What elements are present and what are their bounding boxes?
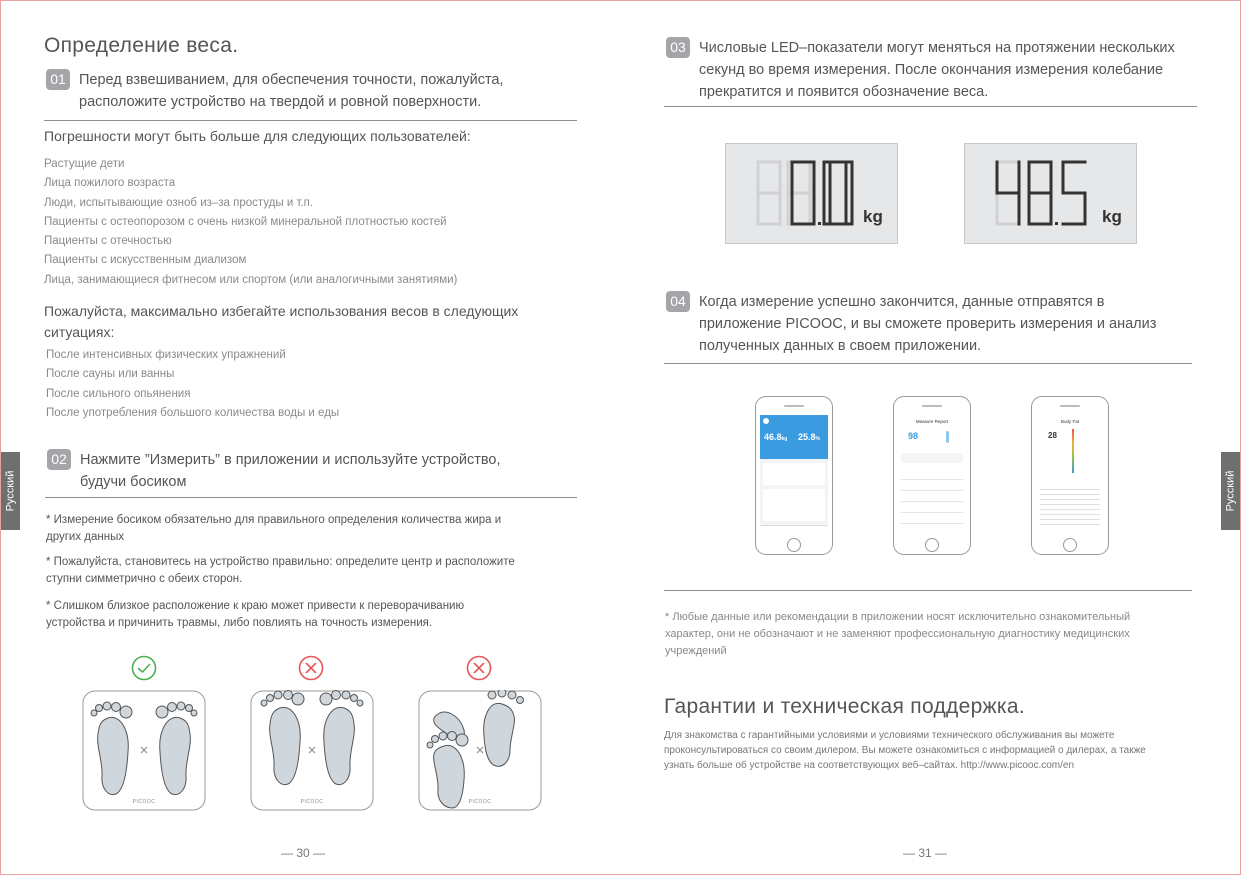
weight-unit: kg bbox=[781, 436, 788, 442]
note-positioning bbox=[46, 554, 515, 588]
avoid-list bbox=[46, 346, 339, 423]
app-disclaimer bbox=[665, 609, 1130, 660]
note-edge-warning bbox=[46, 598, 464, 632]
phone-measure-report bbox=[893, 396, 971, 555]
left-page-title: Определение веса. bbox=[44, 34, 239, 57]
step-03-line-3: прекратится и появится обозначение веса. bbox=[699, 84, 989, 100]
scale-wrong-illustration-forward bbox=[250, 690, 374, 811]
error-circle-icon bbox=[298, 655, 324, 681]
disclaimer-line: учреждений bbox=[665, 645, 727, 657]
chart-card bbox=[763, 463, 825, 485]
error-circle-icon bbox=[466, 655, 492, 681]
step-02-badge: 02 bbox=[47, 449, 71, 470]
divider bbox=[664, 106, 1197, 107]
description-text-block bbox=[1040, 485, 1100, 525]
list-item: Лица пожилого возраста bbox=[44, 177, 176, 190]
report-title: Measure Report bbox=[915, 419, 949, 424]
divider bbox=[664, 590, 1192, 591]
list-item: Растущие дети bbox=[44, 158, 125, 170]
note-line: устройства и причинить травмы, либо повлиять на точность измерения. bbox=[46, 617, 433, 629]
page-number-right: — 31 — bbox=[903, 846, 948, 860]
note-line: других данных bbox=[46, 531, 125, 543]
step-03-line-1: Числовые LED–показатели могут меняться на протяжении нескольких bbox=[699, 40, 1175, 56]
lcd-unit: kg bbox=[1102, 207, 1122, 226]
warranty-line: проконсультироваться со своим дилером. Вы можете ознакомиться с информацией о дилерах, а также bbox=[664, 745, 1146, 756]
lcd-digits-weight bbox=[965, 144, 1136, 243]
errors-list bbox=[44, 155, 457, 290]
home-button bbox=[787, 538, 801, 552]
divider bbox=[664, 363, 1192, 364]
phone-dashboard bbox=[755, 396, 833, 555]
step-03-text bbox=[699, 37, 1175, 103]
scale-logo: PICOOC bbox=[300, 799, 324, 805]
list-item: После сауны или ванны bbox=[46, 368, 175, 381]
step-03-line-2: секунд во время измерения. После окончания измерения колебание bbox=[699, 62, 1164, 78]
scale-logo: PICOOC bbox=[468, 799, 492, 805]
list-item: Пациенты с остеопорозом с очень низкой минеральной плотностью костей bbox=[44, 215, 447, 228]
check-circle-icon bbox=[131, 655, 157, 681]
list-item: Пациенты с отечностью bbox=[44, 235, 172, 248]
scale-correct-illustration bbox=[82, 690, 206, 811]
step-04-badge: 04 bbox=[666, 291, 690, 312]
step-02-line-1: Нажмите ”Измерить” в приложении и используйте устройство, bbox=[80, 452, 501, 468]
body-fat-value: 28 bbox=[1048, 431, 1057, 440]
feet-offset-forward-icon bbox=[250, 690, 374, 811]
lcd-digits-zero bbox=[726, 144, 897, 243]
detail-title: Body Fat bbox=[1060, 419, 1079, 424]
dashboard-fat bbox=[798, 432, 820, 442]
phone-screen bbox=[760, 415, 828, 533]
advice-box bbox=[901, 453, 963, 463]
step-04-text bbox=[699, 291, 1156, 357]
tab-bar bbox=[760, 525, 828, 533]
errors-heading: Погрешности могут быть больше для следующих пользователей: bbox=[44, 128, 471, 144]
note-line: * Измерение босиком обязательно для правильного определения количества жира и bbox=[46, 514, 502, 526]
step-01-badge: 01 bbox=[46, 69, 70, 90]
list-item: После сильного опьянения bbox=[46, 387, 191, 400]
figure-icon bbox=[946, 431, 949, 443]
phone-screen bbox=[1036, 415, 1104, 533]
fat-scale-bar bbox=[1072, 429, 1074, 473]
phone-screen bbox=[898, 415, 966, 533]
dashboard-weight bbox=[764, 432, 787, 442]
step-02-text bbox=[80, 449, 501, 493]
fat-value: 25.8 bbox=[798, 432, 816, 442]
disclaimer-line: * Любые данные или рекомендации в приложении носят исключительно ознакомительный bbox=[665, 611, 1131, 623]
note-barefoot bbox=[46, 512, 501, 546]
language-tab-label: Русский bbox=[4, 470, 17, 512]
avoid-heading bbox=[44, 301, 518, 343]
feet-misaligned-icon bbox=[418, 690, 542, 811]
warranty-line: Для знакомства с гарантийными условиями и условиями технического обслуживания вы можете bbox=[664, 730, 1115, 741]
warranty-line: узнать больше об устройстве на соответствующих веб–сайтах. http://www.picooc.com/en bbox=[664, 760, 1075, 771]
step-01-line-2: расположите устройство на твердой и ровной поверхности. bbox=[79, 94, 482, 110]
divider bbox=[45, 497, 577, 498]
warranty-text bbox=[664, 728, 1146, 773]
lcd-display-final bbox=[964, 143, 1137, 244]
step-01-line-1: Перед взвешиванием, для обеспечения точности, пожалуйста, bbox=[79, 72, 504, 88]
scale-logo: PICOOC bbox=[132, 799, 156, 805]
list-item: После интенсивных физических упражнений bbox=[46, 349, 286, 361]
note-line: * Пожалуйста, становитесь на устройство правильно: определите центр и расположите bbox=[46, 556, 515, 568]
warranty-title: Гарантии и техническая поддержка. bbox=[664, 695, 1025, 718]
divider bbox=[44, 120, 577, 121]
step-04-line-1: Когда измерение успешно закончится, данные отправятся в bbox=[699, 294, 1105, 310]
list-item: После употребления большого количества воды и еды bbox=[46, 406, 340, 419]
list-item: Пациенты с искусственным диализом bbox=[44, 254, 247, 267]
step-03-badge: 03 bbox=[666, 37, 690, 58]
home-button bbox=[925, 538, 939, 552]
language-tab-label: Русский bbox=[1224, 470, 1237, 512]
weight-value: 46.8 bbox=[764, 432, 782, 442]
avoid-heading-line-1: Пожалуйста, максимально избегайте использования весов в следующих bbox=[44, 303, 519, 319]
list-item: Люди, испытывающие озноб из–за простуды и т.п. bbox=[44, 196, 314, 209]
stats-card bbox=[763, 489, 825, 521]
note-line: ступни симметрично с обеих сторон. bbox=[46, 573, 243, 585]
step-02-line-2: будучи босиком bbox=[80, 474, 187, 490]
home-button bbox=[1063, 538, 1077, 552]
phone-speaker bbox=[1060, 405, 1080, 407]
phone-body-fat bbox=[1031, 396, 1109, 555]
page-number-value: 30 bbox=[296, 846, 310, 860]
phone-speaker bbox=[784, 405, 804, 407]
step-01-text bbox=[79, 69, 504, 113]
note-line: * Слишком близкое расположение к краю может привести к переворачиванию bbox=[46, 600, 465, 612]
lcd-display-measuring bbox=[725, 143, 898, 244]
page-number-value: 31 bbox=[918, 846, 932, 860]
step-04-line-3: полученных данных в своем приложении. bbox=[699, 338, 982, 354]
report-score: 98 bbox=[908, 431, 919, 441]
lcd-unit: kg bbox=[863, 207, 883, 226]
page-number-left: — 30 — bbox=[281, 846, 326, 860]
scale-wrong-illustration-misaligned bbox=[418, 690, 542, 811]
language-tab-left bbox=[1, 452, 20, 530]
report-rows bbox=[901, 469, 963, 529]
disclaimer-line: характер, они не обозначают и не заменяют профессиональную диагностику медицинских bbox=[665, 628, 1130, 640]
fat-unit: % bbox=[815, 436, 820, 442]
feet-centered-icon bbox=[82, 690, 206, 811]
avoid-heading-line-2: ситуациях: bbox=[44, 324, 115, 340]
list-item: Лица, занимающиеся фитнесом или спортом (или аналогичными занятиями) bbox=[44, 273, 458, 286]
step-04-line-2: приложение PICOOC, и вы сможете проверить измерения и анализ bbox=[699, 316, 1157, 332]
phone-speaker bbox=[922, 405, 942, 407]
avatar bbox=[763, 418, 769, 424]
language-tab-right bbox=[1221, 452, 1240, 530]
